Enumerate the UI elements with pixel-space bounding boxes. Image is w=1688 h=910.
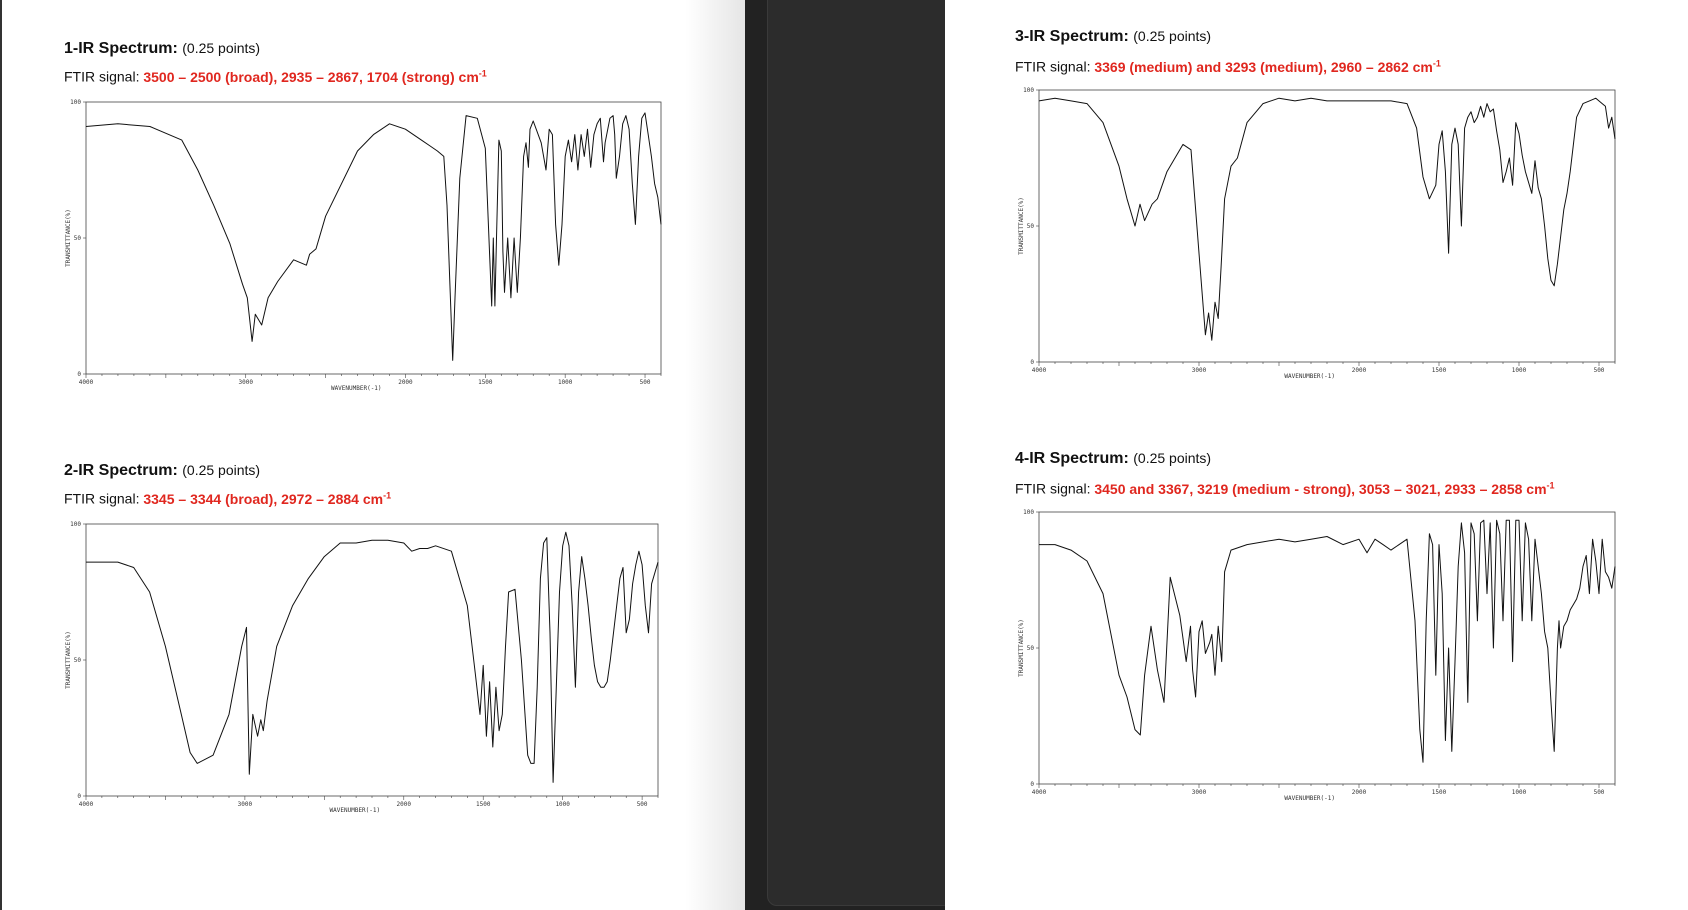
x-tick-label: 2000 — [1351, 367, 1367, 374]
spectrum-line — [1039, 98, 1615, 340]
y-tick-label: 50 — [1026, 645, 1034, 652]
section-title: 4-IR Spectrum: (0.25 points) — [1015, 450, 1212, 467]
x-tick-label: 2000 — [396, 801, 412, 808]
x-tick-label: 3000 — [237, 801, 253, 808]
x-tick-label: 1500 — [1431, 789, 1447, 796]
spectrum-line — [1039, 520, 1615, 762]
y-tick-label: 0 — [77, 793, 81, 800]
y-tick-label: 100 — [70, 99, 81, 106]
x-tick-label: 3000 — [1191, 789, 1207, 796]
x-tick-label: 500 — [639, 379, 651, 386]
x-tick-label: 500 — [636, 801, 648, 808]
y-axis-label: TRANSMITTANCE(%) — [1018, 197, 1025, 255]
x-tick-label: 3000 — [238, 379, 253, 386]
x-tick-label: 4000 — [78, 801, 94, 808]
section-title: 3-IR Spectrum: (0.25 points) — [1015, 28, 1212, 45]
x-tick-label: 1000 — [1511, 367, 1527, 374]
plot-frame — [1039, 90, 1615, 362]
ir-spectrum-chart-2 — [64, 522, 724, 852]
ir-spectrum-chart-1 — [64, 100, 724, 430]
x-tick-label: 1500 — [1431, 367, 1447, 374]
x-axis-label: WAVENUMBER(-1) — [1284, 373, 1336, 380]
x-tick-label: 2000 — [398, 379, 413, 386]
x-tick-label: 500 — [1593, 367, 1605, 374]
y-axis-label: TRANSMITTANCE(%) — [1018, 619, 1025, 677]
y-axis-label: TRANSMITTANCE(%) — [65, 209, 72, 267]
plot-frame — [1039, 512, 1615, 784]
ftir-signal-line: FTIR signal: 3500 – 2500 (broad), 2935 – 2867, 1704 (strong) $cm^{-1}$ — [64, 68, 487, 85]
x-tick-label: 1000 — [1511, 789, 1527, 796]
x-tick-label: 1000 — [557, 379, 573, 386]
x-axis-label: WAVENUMBER(-1) — [1284, 795, 1336, 802]
y-axis-label: TRANSMITTANCE(%) — [65, 631, 72, 689]
ir-spectrum-chart-3 — [1015, 88, 1680, 418]
x-tick-label: 4000 — [1031, 367, 1047, 374]
x-axis-label: WAVENUMBER(-1) — [329, 807, 381, 814]
ftir-signal-line: FTIR signal: 3345 – 3344 (broad), 2972 – 2884 $cm^{-1}$ — [64, 490, 392, 507]
y-tick-label: 50 — [1026, 223, 1034, 230]
section-title: 1-IR Spectrum: (0.25 points) — [64, 40, 261, 57]
section-title: 2-IR Spectrum: (0.25 points) — [64, 462, 261, 479]
x-tick-label: 3000 — [1191, 367, 1207, 374]
x-tick-label: 500 — [1593, 789, 1605, 796]
x-tick-label: 1500 — [478, 379, 493, 386]
y-tick-label: 50 — [73, 235, 81, 242]
x-axis-label: WAVENUMBER(-1) — [330, 385, 382, 392]
dark-panel — [767, 0, 953, 906]
window-gap — [745, 0, 945, 910]
y-tick-label: 100 — [1023, 509, 1034, 516]
x-tick-label: 1500 — [475, 801, 491, 808]
document-page-right — [945, 0, 1688, 910]
x-tick-label: 4000 — [1031, 789, 1047, 796]
y-tick-label: 0 — [1030, 359, 1034, 366]
x-tick-label: 1000 — [555, 801, 570, 808]
plot-frame — [86, 524, 658, 796]
plot-frame — [86, 102, 661, 374]
ir-spectrum-chart-4 — [1015, 510, 1680, 840]
document-page-left — [0, 0, 745, 910]
y-tick-label: 100 — [70, 521, 81, 528]
ftir-signal-line: FTIR signal: 3450 and 3367, 3219 (medium - strong), 3053 – 3021, 2933 – 2858 $cm^{-1}$ — [1015, 480, 1555, 497]
spectrum-line — [86, 113, 661, 361]
y-tick-label: 0 — [1030, 781, 1034, 788]
y-tick-label: 50 — [73, 657, 81, 664]
x-tick-label: 2000 — [1351, 789, 1367, 796]
x-tick-label: 4000 — [78, 379, 94, 386]
spectrum-line — [86, 532, 658, 782]
y-tick-label: 100 — [1023, 87, 1034, 94]
ftir-signal-line: FTIR signal: 3369 (medium) and 3293 (medium), 2960 – 2862 $cm^{-1}$ — [1015, 58, 1441, 75]
y-tick-label: 0 — [77, 371, 81, 378]
